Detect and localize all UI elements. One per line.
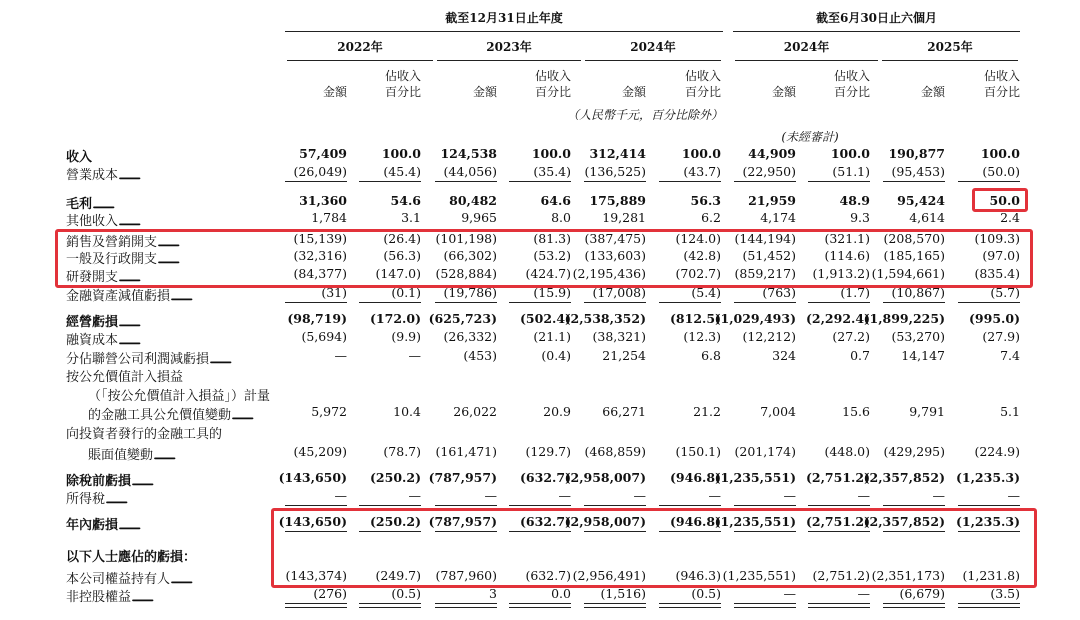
table-cell: 3.1 xyxy=(401,210,421,225)
table-cell: (5.7) xyxy=(990,285,1020,300)
row-label xyxy=(66,586,271,605)
table-cell: (1,235,551) xyxy=(714,470,796,485)
year-header: 2023年 xyxy=(486,40,532,54)
table-cell: (1,594,661) xyxy=(871,266,945,281)
table-cell: (114.6) xyxy=(824,248,870,263)
percent-label-line2: 百分比 xyxy=(534,85,571,99)
table-cell: (143,650) xyxy=(278,514,347,529)
table-cell: (26,332) xyxy=(443,329,497,344)
leader-dots: ．．．．．．．．．．．．．．．．．．．．．．．．．．．．．．．．．．．．．．．． xyxy=(118,214,145,229)
table-cell: (27.2) xyxy=(832,329,870,344)
table-cell: (787,960) xyxy=(435,568,497,583)
leader-dots: ．．．．．．．．．．．．．．．．．．．．．．．．．．．．．．．．．．．．．．．． xyxy=(170,289,197,304)
table-cell: — xyxy=(1007,488,1020,503)
table-cell: 4,174 xyxy=(760,210,796,225)
leader-dots: ．．．．．．．．．．．．．．．．．．．．．．．．．．．．．．．．．．．．．．．． xyxy=(157,235,184,250)
row-label-text: 非控股權益 xyxy=(66,590,132,605)
leader-dots: ．．．．．．．．．．．．．．．．．．．．．．．．．．．．．．．．．．．．．．．． xyxy=(131,474,158,489)
table-cell: 7,004 xyxy=(760,404,796,419)
percent-label-line1: 佔收入 xyxy=(983,69,1020,83)
table-cell: 44,909 xyxy=(748,146,796,161)
table-cell: — xyxy=(484,488,497,503)
table-cell: 95,424 xyxy=(897,193,945,208)
row-label xyxy=(66,210,271,229)
highlight-gross-margin-box xyxy=(972,188,1028,212)
leader-dots: ．．．．．．．．．．．．．．．．．．．．．．．．．．．．．．．．．．．．．．．． xyxy=(209,352,236,367)
table-cell: 100.0 xyxy=(681,146,721,161)
table-cell: (1,231.8) xyxy=(962,568,1020,583)
year-header: 2024年 xyxy=(783,40,830,54)
table-cell: (136,525) xyxy=(584,164,646,179)
row-label xyxy=(66,514,271,533)
row-label-text: 所得稅 xyxy=(66,492,106,507)
table-cell: (1.7) xyxy=(840,285,870,300)
table-cell: (448.0) xyxy=(824,444,870,459)
table-cell: (1,235,551) xyxy=(722,568,796,583)
table-cell: 124,538 xyxy=(440,146,497,161)
table-cell: (84,377) xyxy=(293,266,347,281)
table-cell: — xyxy=(334,488,347,503)
table-cell: (101,198) xyxy=(435,231,497,246)
year-header: 2025年 xyxy=(927,40,973,54)
table-cell: (763) xyxy=(762,285,796,300)
table-cell: (12,212) xyxy=(742,329,796,344)
row-label xyxy=(66,546,271,565)
table-cell: 10.4 xyxy=(393,404,421,419)
percent-label-line1: 佔收入 xyxy=(684,69,721,83)
row-label xyxy=(66,366,271,385)
table-cell: 100.0 xyxy=(531,146,571,161)
row-label-text: 分佔聯營公司利潤減虧損 xyxy=(66,352,210,367)
table-cell: (53.2) xyxy=(533,248,571,263)
table-cell: 6.8 xyxy=(701,348,721,363)
table-cell: (124.0) xyxy=(675,231,721,246)
row-label-text: 年內虧損 xyxy=(66,518,119,533)
table-cell: — xyxy=(408,348,421,363)
table-cell: (51.1) xyxy=(832,164,870,179)
table-cell: (95,453) xyxy=(891,164,945,179)
row-label-text: 向投資者發行的金融工具的 xyxy=(66,427,223,442)
table-cell: 26,022 xyxy=(453,404,497,419)
row-label xyxy=(66,146,271,165)
table-cell: 64.6 xyxy=(540,193,571,208)
leader-dots: ．．．．．．．．．．．．．．．．．．．．．．．．．．．．．．．．．．．．．．．． xyxy=(170,572,197,587)
table-cell: 324 xyxy=(772,348,796,363)
table-cell: (468,859) xyxy=(584,444,646,459)
table-cell: (859,217) xyxy=(734,266,796,281)
amount-column-header: 金額 xyxy=(920,85,945,99)
table-cell: (2,195,436) xyxy=(572,266,646,281)
table-cell: (0.4) xyxy=(541,348,571,363)
table-cell: (161,471) xyxy=(435,444,497,459)
table-cell: 7.4 xyxy=(1000,348,1020,363)
table-cell: (15.9) xyxy=(533,285,571,300)
table-cell: 31,360 xyxy=(299,193,347,208)
row-label-text: 融資成本 xyxy=(66,333,119,348)
table-cell: 19,281 xyxy=(602,210,646,225)
leader-dots: ．．．．．．．．．．．．．．．．．．．．．．．．．．．．．．．．．．．．．．．． xyxy=(118,270,145,285)
percent-label-line1: 佔收入 xyxy=(833,69,870,83)
table-cell: (2,956,491) xyxy=(572,568,646,583)
table-cell: — xyxy=(633,488,646,503)
table-cell: (32,316) xyxy=(293,248,347,263)
table-cell: (632.7) xyxy=(525,568,571,583)
table-cell: (42.8) xyxy=(683,248,721,263)
table-cell: (2,357,852) xyxy=(863,514,945,529)
leader-dots: ．．．．．．．．．．．．．．．．．．．．．．．．．．．．．．．．．．．．．．．． xyxy=(157,252,184,267)
year-header: 2022年 xyxy=(337,40,383,54)
row-label-text: 的金融工具公允價值變動 xyxy=(88,408,232,423)
leader-dots: ．．．．．．．．．．．．．．．．．．．．．．．．．．．．．．．．．．．．．．．． xyxy=(92,197,119,212)
table-cell: (250.2) xyxy=(370,470,421,485)
table-cell: (387,475) xyxy=(584,231,646,246)
table-cell: 0.0 xyxy=(551,586,571,601)
table-cell: (787,957) xyxy=(428,470,497,485)
table-cell: (0.1) xyxy=(391,285,421,300)
table-cell: (2,751.2) xyxy=(812,568,870,583)
table-cell: (26.4) xyxy=(383,231,421,246)
table-cell: (995.0) xyxy=(969,311,1020,326)
table-cell: (19,786) xyxy=(443,285,497,300)
table-cell: — xyxy=(783,488,796,503)
percent-column-header xyxy=(361,68,421,100)
table-cell: (143,374) xyxy=(285,568,347,583)
percent-column-header xyxy=(960,68,1020,100)
leader-dots: ．．．．．．．．．．．．．．．．．．．．．．．．．．．．．．．．．．．．．．．． xyxy=(118,315,145,330)
year-header: 2024年 xyxy=(630,40,676,54)
table-cell: 5,972 xyxy=(311,404,347,419)
table-cell: (835.4) xyxy=(974,266,1020,281)
table-cell: (632.7) xyxy=(520,470,571,485)
table-cell: 312,414 xyxy=(589,146,646,161)
row-label xyxy=(66,488,271,507)
leader-dots: ．．．．．．．．．．．．．．．．．．．．．．．．．．．．．．．．．．．．．．．． xyxy=(131,590,158,605)
table-cell: (208,570) xyxy=(883,231,945,246)
table-cell: (31) xyxy=(321,285,347,300)
table-cell: (50.0) xyxy=(982,164,1020,179)
table-cell: (43.7) xyxy=(683,164,721,179)
table-cell: (5.4) xyxy=(691,285,721,300)
table-cell: 21,959 xyxy=(748,193,796,208)
table-cell: (2,751.2) xyxy=(805,514,870,529)
table-cell: (81.3) xyxy=(533,231,571,246)
table-cell: (1,516) xyxy=(600,586,646,601)
row-label-text: 毛利 xyxy=(66,197,93,212)
table-cell: 80,482 xyxy=(449,193,497,208)
table-cell: (66,302) xyxy=(443,248,497,263)
table-cell: (453) xyxy=(463,348,497,363)
percent-label-line2: 百分比 xyxy=(384,85,421,99)
table-cell: 56.3 xyxy=(690,193,721,208)
table-cell: 175,889 xyxy=(589,193,646,208)
table-cell: 190,877 xyxy=(888,146,945,161)
percent-label-line1: 佔收入 xyxy=(384,69,421,83)
table-cell: 57,409 xyxy=(299,146,347,161)
table-cell: (53,270) xyxy=(891,329,945,344)
row-label-text: 以下人士應佔的虧損： xyxy=(66,550,197,565)
table-cell: (51,452) xyxy=(742,248,796,263)
table-cell: (250.2) xyxy=(370,514,421,529)
row-label-text: 一般及行政開支 xyxy=(66,252,158,267)
table-cell: (201,174) xyxy=(734,444,796,459)
table-cell: 2.4 xyxy=(1000,210,1020,225)
table-cell: (97.0) xyxy=(982,248,1020,263)
table-cell: 21.2 xyxy=(693,404,721,419)
table-cell: (1,913.2) xyxy=(812,266,870,281)
table-cell: (185,165) xyxy=(883,248,945,263)
row-label-text: 銷售及營銷開支 xyxy=(66,235,158,250)
table-cell: (144,194) xyxy=(734,231,796,246)
percent-label-line1: 佔收入 xyxy=(534,69,571,83)
row-label xyxy=(88,385,271,404)
table-cell: 15.6 xyxy=(842,404,870,419)
table-cell: — xyxy=(857,488,870,503)
amount-column-header: 金額 xyxy=(771,85,796,99)
table-cell: (147.0) xyxy=(375,266,421,281)
table-cell: 9,791 xyxy=(909,404,945,419)
table-cell: (150.1) xyxy=(675,444,721,459)
row-label-text: 除稅前虧損 xyxy=(66,474,132,489)
table-cell: (3.5) xyxy=(990,586,1020,601)
table-cell: 48.9 xyxy=(839,193,870,208)
table-cell: 21,254 xyxy=(602,348,646,363)
table-cell: (632.7) xyxy=(520,514,571,529)
table-cell: 9.3 xyxy=(850,210,870,225)
percent-column-header xyxy=(511,68,571,100)
leader-dots: ．．．．．．．．．．．．．．．．．．．．．．．．．．．．．．．．．．．．．．．． xyxy=(231,408,258,423)
row-label xyxy=(66,423,271,442)
table-cell: (702.7) xyxy=(675,266,721,281)
table-cell: — xyxy=(932,488,945,503)
table-cell: (12.3) xyxy=(683,329,721,344)
table-cell: (2,351,173) xyxy=(871,568,945,583)
table-cell: (17,008) xyxy=(592,285,646,300)
percent-column-header xyxy=(661,68,721,100)
table-cell: (21.1) xyxy=(533,329,571,344)
table-cell: (2,538,352) xyxy=(564,311,646,326)
unit-note: （人民幣千元，百分比除外） xyxy=(566,108,723,122)
amount-column-header: 金額 xyxy=(322,85,347,99)
highlight-loss-box xyxy=(271,508,1037,588)
row-label-text: 按公允價值計入損益 xyxy=(66,370,184,385)
table-cell: (224.9) xyxy=(974,444,1020,459)
table-cell: 5.1 xyxy=(1000,404,1020,419)
table-cell: (45,209) xyxy=(293,444,347,459)
table-cell: (429,295) xyxy=(883,444,945,459)
table-cell: (1,899,225) xyxy=(863,311,945,326)
table-cell: (27.9) xyxy=(982,329,1020,344)
table-cell: (15,139) xyxy=(293,231,347,246)
header-group-annual: 截至12月31日止年度 xyxy=(445,11,563,25)
row-label-text: 研發開支 xyxy=(66,270,119,285)
table-cell: (98,719) xyxy=(287,311,347,326)
table-cell: (2,958,007) xyxy=(564,514,646,529)
table-cell: 3 xyxy=(489,586,497,601)
table-cell: (78.7) xyxy=(383,444,421,459)
leader-dots: ．．．．．．．．．．．．．．．．．．．．．．．．．．．．．．．．．．．．．．．． xyxy=(105,492,132,507)
table-cell: 66,271 xyxy=(602,404,646,419)
table-cell: (5,694) xyxy=(301,329,347,344)
table-cell: — xyxy=(708,488,721,503)
table-cell: (2,292.4) xyxy=(805,311,870,326)
table-cell: 100.0 xyxy=(830,146,870,161)
table-cell: (10,867) xyxy=(891,285,945,300)
table-cell: 54.6 xyxy=(390,193,421,208)
row-label xyxy=(66,348,271,367)
table-cell: (625,723) xyxy=(428,311,497,326)
leader-dots: ．．．．．．．．．．．．．．．．．．．．．．．．．．．．．．．．．．．．．．．． xyxy=(118,168,145,183)
table-cell: 9,965 xyxy=(461,210,497,225)
amount-column-header: 金額 xyxy=(472,85,497,99)
table-cell: (143,650) xyxy=(278,470,347,485)
row-label xyxy=(88,404,271,423)
percent-label-line2: 百分比 xyxy=(983,85,1020,99)
table-cell: 100.0 xyxy=(381,146,421,161)
table-cell: — xyxy=(783,586,796,601)
table-cell: (133,603) xyxy=(584,248,646,263)
table-cell: (9.9) xyxy=(391,329,421,344)
table-cell: — xyxy=(334,348,347,363)
table-cell: 6.2 xyxy=(701,210,721,225)
leader-dots: ．．．．．．．．．．．．．．．．．．．．．．．．．．．．．．．．．．．．．．．． xyxy=(118,518,145,533)
table-cell: (1,029,493) xyxy=(714,311,796,326)
row-label xyxy=(66,329,271,348)
table-cell: 1,784 xyxy=(311,210,347,225)
leader-dots: ．．．．．．．．．．．．．．．．．．．．．．．．．．．．．．．．．．．．．．．． xyxy=(153,448,180,463)
row-label-text: 本公司權益持有人 xyxy=(66,572,171,587)
table-cell: (38,321) xyxy=(592,329,646,344)
table-cell: (2,958,007) xyxy=(564,470,646,485)
table-cell: (129.7) xyxy=(525,444,571,459)
table-cell: (946.8) xyxy=(670,470,721,485)
table-cell: (321.1) xyxy=(824,231,870,246)
header-group-interim: 截至6月30日止六個月 xyxy=(815,11,938,25)
table-cell: (0.5) xyxy=(391,586,421,601)
row-label-text: （「按公允價值計入損益」）計量 xyxy=(88,389,271,404)
table-cell: (45.4) xyxy=(383,164,421,179)
table-cell: (424.7) xyxy=(525,266,571,281)
amount-column-header: 金額 xyxy=(621,85,646,99)
percent-column-header xyxy=(810,68,870,100)
table-cell: (109.3) xyxy=(974,231,1020,246)
row-label-text: 經營虧損 xyxy=(66,315,119,330)
highlight-expenses-box xyxy=(55,229,1033,288)
table-cell: (35.4) xyxy=(533,164,571,179)
percent-label-line2: 百分比 xyxy=(833,85,870,99)
table-cell: (946.3) xyxy=(675,568,721,583)
table-cell: 4,614 xyxy=(909,210,945,225)
table-cell: (946.8) xyxy=(670,514,721,529)
row-label-text: 其他收入 xyxy=(66,214,119,229)
table-cell: (1,235,551) xyxy=(714,514,796,529)
table-cell: (1,235.3) xyxy=(955,470,1020,485)
table-cell: (6,679) xyxy=(899,586,945,601)
percent-label-line2: 百分比 xyxy=(684,85,721,99)
row-label xyxy=(66,568,271,587)
table-cell: (812.5) xyxy=(670,311,721,326)
table-cell: 50.0 xyxy=(989,193,1020,208)
table-cell: — xyxy=(558,488,571,503)
row-label-text: 金融資產減值虧損 xyxy=(66,289,171,304)
table-cell: (502.4) xyxy=(520,311,571,326)
table-cell: — xyxy=(857,586,870,601)
table-cell: 20.9 xyxy=(543,404,571,419)
table-cell: (2,357,852) xyxy=(863,470,945,485)
table-cell: 8.0 xyxy=(551,210,571,225)
table-cell: (2,751.2) xyxy=(805,470,870,485)
row-label-text: 收入 xyxy=(66,150,93,165)
row-label xyxy=(88,444,271,463)
table-cell: (1,235.3) xyxy=(955,514,1020,529)
table-cell: (44,056) xyxy=(443,164,497,179)
table-cell: (276) xyxy=(313,586,347,601)
table-cell: (172.0) xyxy=(370,311,421,326)
table-cell: (0.5) xyxy=(691,586,721,601)
row-label-text: 賬面值變動 xyxy=(88,448,154,463)
row-label xyxy=(66,470,271,489)
table-cell: (22,950) xyxy=(742,164,796,179)
table-cell: 0.7 xyxy=(850,348,870,363)
table-cell: 100.0 xyxy=(980,146,1020,161)
row-label xyxy=(66,164,271,183)
table-cell: (787,957) xyxy=(428,514,497,529)
row-label xyxy=(66,311,271,330)
row-label-text: 營業成本 xyxy=(66,168,119,183)
leader-dots: ．．．．．．．．．．．．．．．．．．．．．．．．．．．．．．．．．．．．．．．． xyxy=(118,333,145,348)
table-cell: (249.7) xyxy=(375,568,421,583)
table-cell: (528,884) xyxy=(435,266,497,281)
table-cell: (26,049) xyxy=(293,164,347,179)
table-cell: 14,147 xyxy=(901,348,945,363)
table-cell: — xyxy=(408,488,421,503)
unaudited-note: (未經審計) xyxy=(781,130,839,144)
table-cell: (56.3) xyxy=(383,248,421,263)
